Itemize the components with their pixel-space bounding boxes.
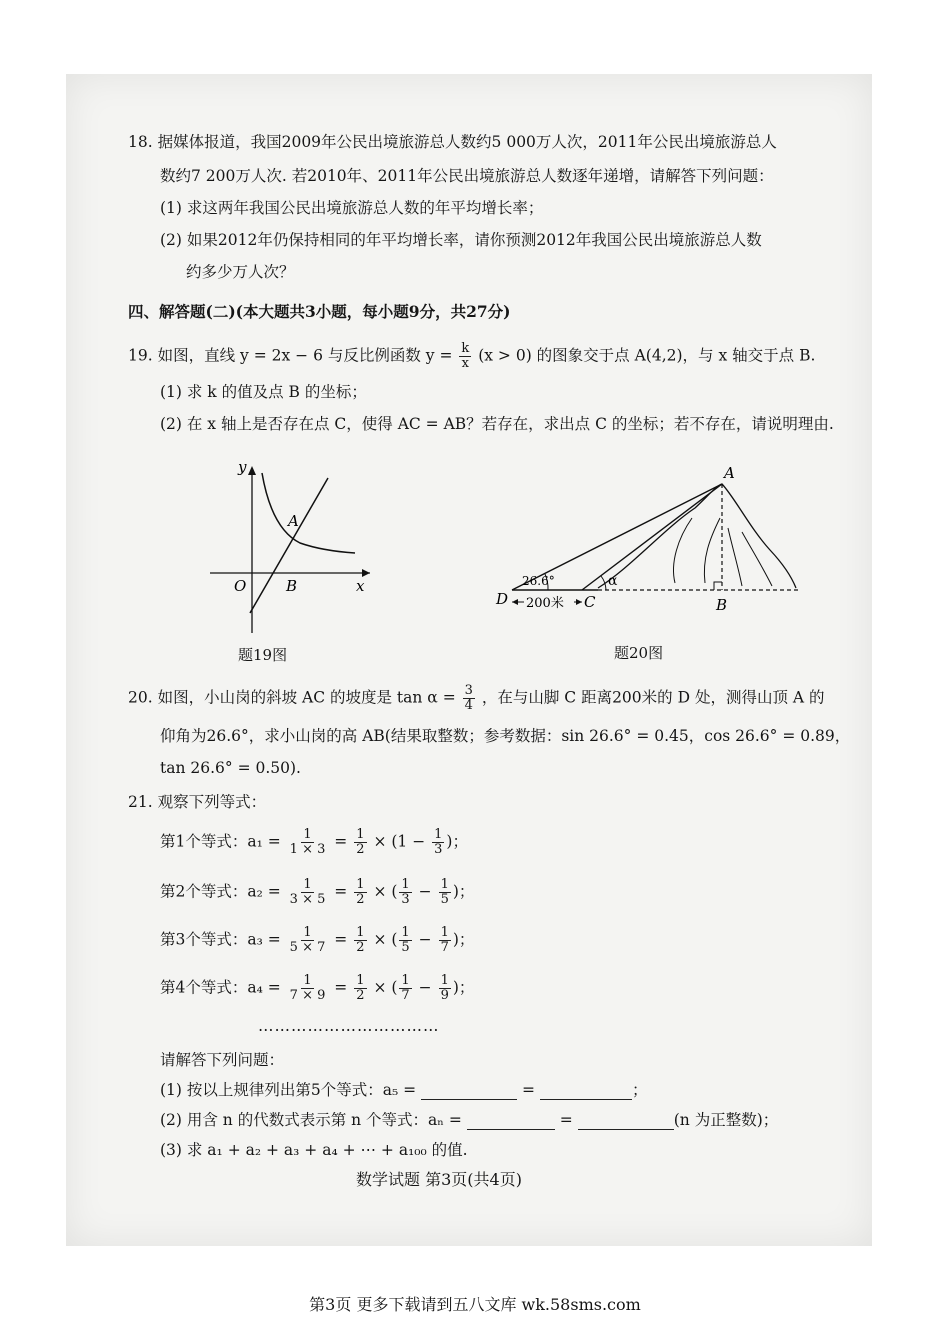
q21-part3: (3) 求 a₁ + a₂ + a₃ + a₄ + ⋯ + a₁₀₀ 的值. <box>160 1141 468 1159</box>
equation-2: 第2个等式：a₂ = $\frac{1}{3 \times 5}$ = $\frac{1}{2}$ × ( $\frac{1}{3}$ − $\frac{1}{5}$ )； <box>160 877 475 907</box>
eq-minus: − <box>418 882 432 901</box>
eq-frac-num: 1 <box>303 925 312 940</box>
eq-frac-den: 7 <box>440 940 449 955</box>
q20-number: 20. <box>128 688 153 707</box>
eq-frac-num: 1 <box>356 877 365 892</box>
continuation-dots: …………………………… <box>258 1017 440 1035</box>
q21-part1-text: (1) 按以上规律列出第5个等式：a₅ = <box>160 1081 417 1099</box>
q21-part2-text: (2) 用含 n 的代数式表示第 n 个等式：aₙ = <box>160 1111 462 1129</box>
eq-frac <box>399 926 411 955</box>
eq-frac-num: 1 <box>434 827 443 842</box>
eq-end: )； <box>446 832 468 851</box>
q20-line3: tan 26.6° = 0.50). <box>160 759 301 777</box>
mountain-ridge-4 <box>742 532 772 586</box>
figure-19 <box>190 448 390 638</box>
mountain-ridge-2 <box>704 518 720 583</box>
eq-label: 第2个等式：a₂ = <box>160 882 281 901</box>
q20-frac-num: 3 <box>464 683 473 698</box>
q20-line1 <box>128 684 825 713</box>
eq-frac <box>354 878 366 907</box>
eq-mid: × ( <box>373 978 398 997</box>
label-o: O <box>234 577 247 595</box>
section-heading: 四、解答题(二)(本大题共3小题，每小题9分，共27分) <box>128 302 511 321</box>
q18-line1 <box>128 132 777 152</box>
q18-part1: (1) 求这两年我国公民出境旅游总人数的年平均增长率； <box>160 199 544 217</box>
q19-text-pre: 如图，直线 y = 2x − 6 与反比例函数 y = <box>157 346 453 365</box>
y-axis-arrow <box>248 466 256 475</box>
equation-3: 第3个等式：a₃ = $\frac{1}{5 \times 7}$ = $\frac{1}{2}$ × ( $\frac{1}{5}$ − $\frac{1}{7}$ )； <box>160 925 475 955</box>
eq-frac-num: 1 <box>401 925 410 940</box>
q19-fraction <box>459 342 471 371</box>
x-axis-arrow <box>362 569 370 577</box>
equation-4: 第4个等式：a₄ = $\frac{1}{7 \times 9}$ = $\frac{1}{2}$ × ( $\frac{1}{7}$ − $\frac{1}{9}$ )； <box>160 973 475 1003</box>
eq-label: 第3个等式：a₃ = <box>160 930 281 949</box>
eq-frac <box>439 926 451 955</box>
eq-frac-num: 1 <box>356 925 365 940</box>
eq-frac <box>399 974 411 1003</box>
eq-frac-num: 1 <box>356 827 365 842</box>
q21-part1 <box>160 1080 647 1100</box>
dimension-arrow-right <box>576 599 582 605</box>
download-note: 第3页 更多下载请到五八文库 wk.58sms.com <box>309 1295 641 1314</box>
eq-frac-num: 1 <box>356 973 365 988</box>
q20-fraction <box>463 684 475 713</box>
q18-line2: 数约7 200万人次. 若2010年、2011年公民出境旅游总人数逐年递增，请解答下列问题： <box>160 167 774 185</box>
q18-number: 18. <box>128 133 153 151</box>
answer-blank-3[interactable] <box>467 1113 555 1130</box>
eq-label: 第1个等式：a₁ = <box>160 832 281 851</box>
right-angle-mark <box>714 582 722 590</box>
q18-text-1: 据媒体报道，我国2009年公民出境旅游总人数约5 000万人次，2011年公民出境旅游总人 <box>157 133 777 151</box>
figure-20-caption: 题20图 <box>614 644 664 662</box>
dimension-arrow-left <box>512 599 518 605</box>
q18-part2b: 约多少万人次？ <box>186 263 295 281</box>
q19-number: 19. <box>128 346 153 365</box>
eq-frac <box>354 974 366 1003</box>
q21-ask: 请解答下列问题： <box>160 1051 285 1069</box>
label-y: y <box>238 458 247 476</box>
mountain-ridge-1 <box>674 518 692 583</box>
equation-1: 第1个等式：a₁ = $\frac{1}{1 \times 3}$ = $\frac{1}{2}$ × (1 − $\frac{1}{3}$ )； <box>160 827 468 857</box>
label-b: B <box>286 577 298 595</box>
q18-part2a: (2) 如果2012年仍保持相同的年平均增长率，请你预测2012年我国公民出境旅游总人数 <box>160 231 762 249</box>
eq-frac-den: 5 <box>440 892 449 907</box>
q19-part1: (1) 求 k 的值及点 B 的坐标； <box>160 383 367 401</box>
q20-text-pre: 如图，小山岗的斜坡 AC 的坡度是 tan α = <box>157 688 456 707</box>
eq-frac-num: 1 <box>303 973 312 988</box>
label-c: C <box>584 593 596 611</box>
label-angle: 26.6° <box>522 574 555 588</box>
label-a: A <box>288 512 299 530</box>
eq-frac-num: 1 <box>303 827 312 842</box>
label-alpha: α <box>608 573 618 589</box>
q20-line2: 仰角为26.6°，求小山岗的高 AB(结果取整数；参考数据：sin 26.6° = 0.45，cos 26.6° = 0.89， <box>160 727 851 745</box>
eq-frac-num: 1 <box>401 973 410 988</box>
answer-blank-4[interactable] <box>578 1113 674 1130</box>
q19-text-post: (x > 0) 的图象交于点 A(4,2)，与 x 轴交于点 B. <box>478 346 816 365</box>
label-x: x <box>356 577 365 595</box>
label-a: A <box>724 464 735 482</box>
q21-intro <box>128 792 266 812</box>
figure-19-caption: 题19图 <box>238 646 288 664</box>
eq-frac-den: 3 × 5 <box>289 892 326 907</box>
eq-end: )； <box>452 882 475 901</box>
q19-frac-num: k <box>461 341 470 356</box>
eq-end: )； <box>452 978 475 997</box>
mountain-ridge-3 <box>728 528 742 586</box>
q19-line1 <box>128 342 815 371</box>
eq-mid: × ( <box>373 882 398 901</box>
mountain-outline <box>598 484 796 588</box>
eq-frac <box>399 878 411 907</box>
eq-minus: − <box>418 930 432 949</box>
eq-frac <box>354 828 366 857</box>
q21-part2 <box>160 1110 778 1130</box>
eq-frac <box>288 828 328 857</box>
q19-frac-den: x <box>461 356 469 371</box>
eq-frac-den: 2 <box>356 892 365 907</box>
q19-part2: (2) 在 x 轴上是否存在点 C，使得 AC = AB？若存在，求出点 C 的坐标；若不存在，请说明理由. <box>160 415 834 433</box>
q20-frac-den: 4 <box>464 698 473 713</box>
eq-frac <box>439 878 451 907</box>
exam-page-footer: 数学试题 第3页(共4页) <box>356 1170 522 1189</box>
eq-frac-den: 1 × 3 <box>289 842 326 857</box>
answer-blank-1[interactable] <box>421 1083 517 1100</box>
label-200m: 200米 <box>526 596 564 611</box>
answer-blank-2[interactable] <box>540 1083 632 1100</box>
eq-mid: × (1 − <box>373 832 426 851</box>
eq-frac-num: 1 <box>401 877 410 892</box>
q21-part2-equals: = <box>559 1111 573 1129</box>
slope-ca <box>582 484 722 590</box>
eq-frac-num: 1 <box>440 877 449 892</box>
eq-frac-den: 5 × 7 <box>289 940 326 955</box>
eq-frac-den: 5 <box>401 940 410 955</box>
angle-arc-c <box>601 576 606 590</box>
eq-minus: − <box>418 978 432 997</box>
eq-frac-den: 2 <box>356 842 365 857</box>
eq-frac <box>432 828 444 857</box>
eq-frac-den: 7 <box>401 988 410 1003</box>
eq-frac <box>288 878 328 907</box>
eq-frac <box>354 926 366 955</box>
eq-end: )； <box>452 930 475 949</box>
eq-frac-num: 1 <box>440 925 449 940</box>
eq-frac-den: 7 × 9 <box>289 988 326 1003</box>
eq-frac-den: 9 <box>440 988 449 1003</box>
eq-frac <box>288 926 328 955</box>
eq-frac-den: 2 <box>356 988 365 1003</box>
label-d: D <box>496 590 509 608</box>
eq-frac <box>288 974 328 1003</box>
q21-number: 21. <box>128 793 153 811</box>
eq-mid: × ( <box>373 930 398 949</box>
eq-frac-den: 2 <box>356 940 365 955</box>
eq-frac-num: 1 <box>303 877 312 892</box>
eq-frac-den: 3 <box>434 842 443 857</box>
q21-intro-text: 观察下列等式： <box>157 793 267 811</box>
q21-part2-end: (n 为正整数)； <box>673 1111 779 1129</box>
figure-20 <box>480 458 810 616</box>
eq-frac-den: 3 <box>401 892 410 907</box>
q21-part1-end: ； <box>631 1081 648 1099</box>
eq-label: 第4个等式：a₄ = <box>160 978 281 997</box>
q21-part1-equals: = <box>522 1081 535 1099</box>
eq-frac-num: 1 <box>440 973 449 988</box>
label-b: B <box>716 596 728 614</box>
eq-frac <box>439 974 451 1003</box>
q20-text-post: ，在与山脚 C 距离200米的 D 处，测得山顶 A 的 <box>481 688 825 707</box>
